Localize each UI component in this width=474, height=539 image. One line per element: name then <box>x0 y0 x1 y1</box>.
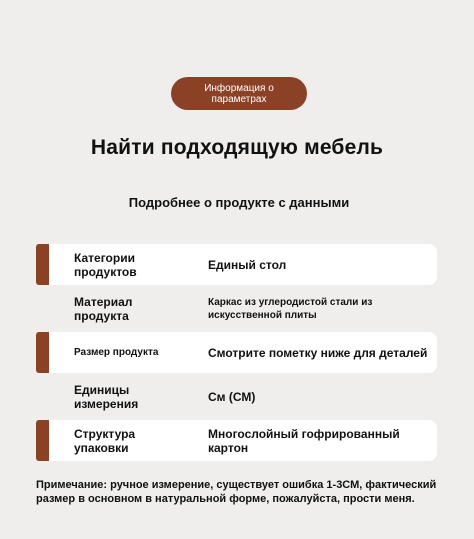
param-value: Смотрите пометку ниже для деталей <box>208 345 428 360</box>
param-row-packaging <box>36 420 437 461</box>
param-label: Единицы измерения <box>74 382 139 411</box>
param-row-size <box>36 332 437 373</box>
info-badge <box>171 77 307 110</box>
param-row-units <box>36 376 437 417</box>
param-value: Многослойный гофрированный картон <box>208 426 400 455</box>
param-label: Категории продуктов <box>74 250 137 279</box>
measurement-note: Примечание: ручное измерение, существует ошибка 1-3СМ, фактический размер в основном в натуральной форме, пожалуйста, прости меня. <box>36 479 437 505</box>
info-badge-label: Информация о параметрах <box>204 82 274 105</box>
page-subtitle: Подробнее о продукте с данными <box>128 195 350 210</box>
param-value: Каркас из углеродистой стали из искусственной плиты <box>208 296 373 321</box>
param-value: Единый стол <box>208 257 287 272</box>
param-label: Материал продукта <box>74 294 133 323</box>
param-row-material <box>36 288 437 329</box>
param-value: См (СМ) <box>208 389 256 404</box>
param-label: Структура упаковки <box>74 426 136 455</box>
page-title: Найти подходящую мебель <box>90 136 384 159</box>
param-label: Размер продукта <box>74 346 159 358</box>
parameters-list <box>36 244 437 464</box>
param-row-category <box>36 244 437 285</box>
